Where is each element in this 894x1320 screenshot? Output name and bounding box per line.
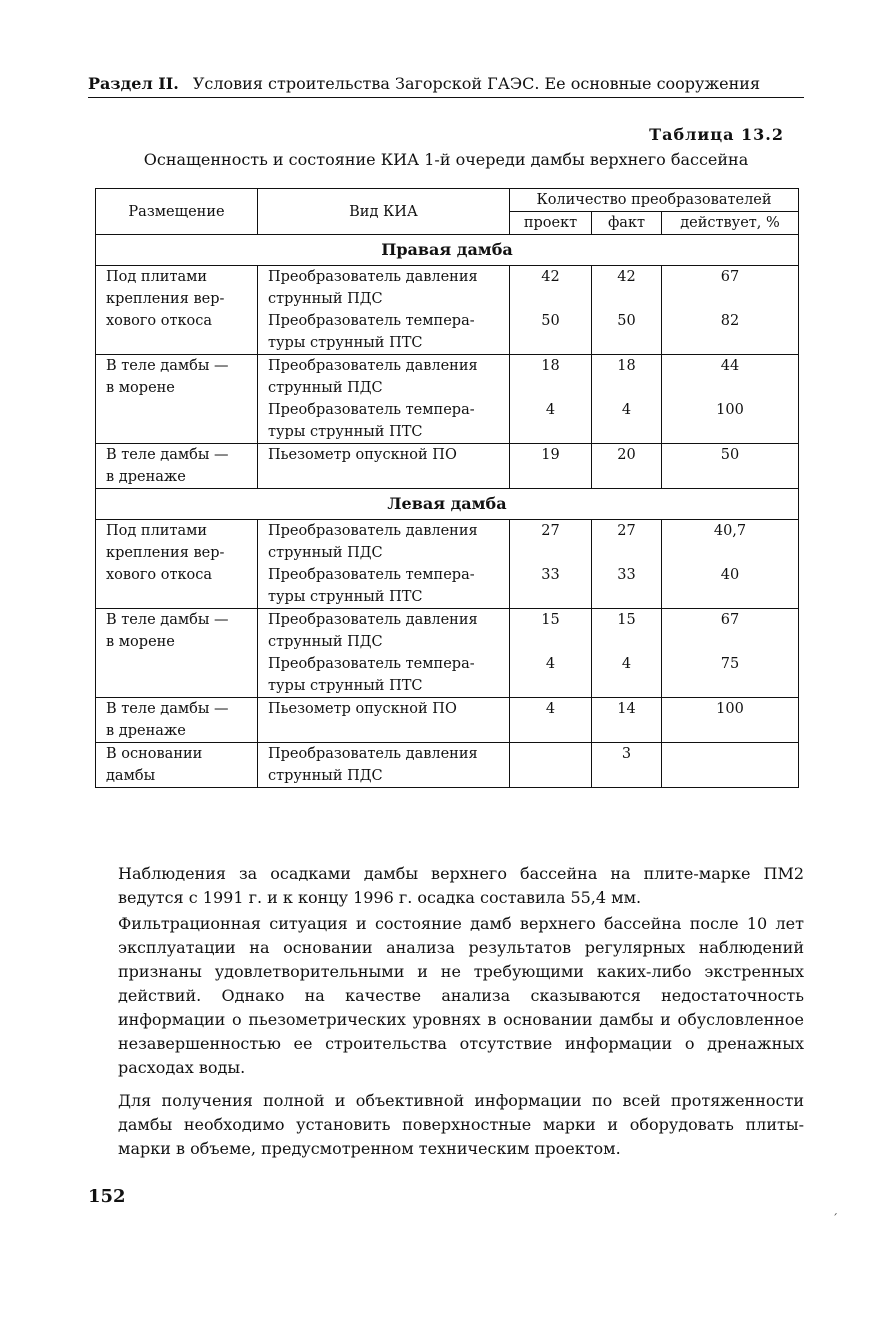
type-line: Преобразователь давления [268,523,478,539]
section-title: Правая дамба [96,235,799,266]
project-cell [510,609,592,698]
fact-cell [592,609,662,698]
table-row [96,355,799,444]
section-title: Левая дамба [96,489,799,520]
type-line: Преобразователь темпера- [268,313,475,329]
fact-value: 14 [617,701,636,717]
fact-value: 4 [621,402,632,418]
placement-line: в дренаже [106,469,186,485]
placement-line: крепления вер- [106,545,225,561]
fact-value: 33 [617,567,636,583]
placement-line: Под плитами [106,523,208,539]
type-line: Преобразователь темпера- [268,656,475,672]
type-line: струнный ПДС [268,634,383,650]
paragraph: Наблюдения за осадками дамбы верхнего бассейна на плите-марке ПМ2 ведутся с 1991 г. и к концу 1996 г. осадка составила 55,4 мм. [118,864,804,907]
placement-line: В теле дамбы — [106,701,229,717]
placement-cell [96,609,258,698]
table-row [96,743,799,788]
fact-cell [592,520,662,609]
active-cell [662,743,799,788]
fact-cell [592,444,662,489]
section-title: Условия строительства Загорской ГАЭС. Ее основные сооружения [192,74,761,93]
placement-line: дамбы [106,768,156,784]
type-line: Преобразователь темпера- [268,567,475,583]
project-value: 4 [545,701,556,717]
active-value: 44 [720,358,740,374]
placement-cell [96,266,258,355]
active-cell [662,355,799,444]
active-cell [662,266,799,355]
page-number: 152 [88,1186,126,1207]
active-value: 67 [720,269,740,285]
table-row [96,698,799,743]
type-line: Пьезометр опускной ПО [268,447,457,463]
active-value: 67 [720,612,740,628]
type-line: Преобразователь давления [268,269,478,285]
fact-value: 18 [617,358,636,374]
project-value: 50 [541,313,560,329]
type-line: Преобразователь давления [268,746,478,762]
placement-line: в морене [106,380,175,396]
type-line: струнный ПДС [268,380,383,396]
project-value: 33 [541,567,560,583]
table-row [96,266,799,355]
running-header [88,74,804,98]
project-value: 42 [541,269,560,285]
active-value: 100 [716,402,744,418]
project-value: 19 [541,447,560,463]
header-fact: факт [592,212,662,235]
active-value: 50 [720,447,740,463]
project-value: 15 [541,612,560,628]
fact-cell [592,266,662,355]
type-line: струнный ПДС [268,768,383,784]
active-value: 40 [720,567,740,583]
type-cell [258,743,510,788]
stray-mark: ˊ [832,1212,838,1226]
project-cell [510,698,592,743]
placement-cell [96,444,258,489]
placement-line: хового откоса [106,567,213,583]
header-type: Вид КИА [258,189,510,235]
section-row [96,489,799,520]
active-value [672,743,788,787]
project-value: 27 [541,523,560,539]
type-line: струнный ПДС [268,291,383,307]
project-cell [510,520,592,609]
active-cell [662,520,799,609]
section-row [96,235,799,266]
placement-cell [96,698,258,743]
placement-line: В теле дамбы — [106,612,229,628]
header-count-group: Количество преобразователей [510,189,799,212]
type-cell [258,266,510,355]
type-line: Преобразователь давления [268,358,478,374]
project-value [520,743,581,787]
active-value: 82 [720,313,740,329]
fact-cell [592,355,662,444]
active-cell [662,609,799,698]
fact-cell [592,698,662,743]
type-cell [258,609,510,698]
placement-cell [96,520,258,609]
header-project: проект [510,212,592,235]
fact-value: 3 [621,746,632,762]
header-placement: Размещение [96,189,258,235]
type-line: туры струнный ПТС [268,589,423,605]
placement-line: В теле дамбы — [106,358,229,374]
placement-line: хового откоса [106,313,213,329]
placement-line: в дренаже [106,723,186,739]
paragraph: Фильтрационная ситуация и состояние дамб верхнего бассейна после 10 лет эксплуатации на основании анализа результатов регулярных наблюдений признаны удовлетворительными и не требующими каких-либо экстренных действий. Однако на качестве анализа сказываются недостаточность информации о пьезометрических уровнях в основании дамбы и обусловленное незавершенностью ее строительства отсутствие информации о дренажных расходах воды. [118,914,804,1077]
type-cell [258,520,510,609]
table-row [96,444,799,489]
active-cell [662,698,799,743]
type-line: туры струнный ПТС [268,678,423,694]
section-label: Раздел II. [88,74,179,93]
type-cell [258,444,510,489]
project-value: 4 [545,656,556,672]
project-value: 18 [541,358,560,374]
active-value: 40,7 [713,523,747,539]
type-cell [258,698,510,743]
type-line: струнный ПДС [268,545,383,561]
placement-line: В основании [106,746,203,762]
placement-cell [96,355,258,444]
placement-line: крепления вер- [106,291,225,307]
fact-value: 27 [617,523,636,539]
type-line: Пьезометр опускной ПО [268,701,457,717]
type-cell [258,355,510,444]
placement-line: в морене [106,634,175,650]
placement-line: Под плитами [106,269,208,285]
fact-value: 50 [617,313,636,329]
kia-table [95,188,799,788]
project-cell [510,444,592,489]
type-line: Преобразователь давления [268,612,478,628]
active-cell [662,444,799,489]
type-line: туры струнный ПТС [268,424,423,440]
fact-cell [592,743,662,788]
table-body [96,235,799,788]
project-cell [510,266,592,355]
active-value: 100 [716,701,744,717]
fact-value: 15 [617,612,636,628]
header-active: действует, % [662,212,799,235]
project-value: 4 [545,402,556,418]
table-caption: Оснащенность и состояние КИА 1-й очереди дамбы верхнего бассейна [143,150,749,169]
type-line: туры струнный ПТС [268,335,423,351]
placement-line: В теле дамбы — [106,447,229,463]
active-value: 75 [720,656,740,672]
table-number: Таблица 13.2 [649,125,784,144]
project-cell [510,355,592,444]
table-row [96,520,799,609]
fact-value: 42 [617,269,636,285]
paragraph: Для получения полной и объективной информации по всей протяженности дамбы необходимо установить поверхностные марки и оборудовать плиты-марки в объеме, предусмотренном техническим проектом. [118,1091,804,1158]
fact-value: 20 [617,447,636,463]
project-cell [510,743,592,788]
table-row [96,609,799,698]
type-line: Преобразователь темпера- [268,402,475,418]
placement-cell [96,743,258,788]
fact-value: 4 [621,656,632,672]
